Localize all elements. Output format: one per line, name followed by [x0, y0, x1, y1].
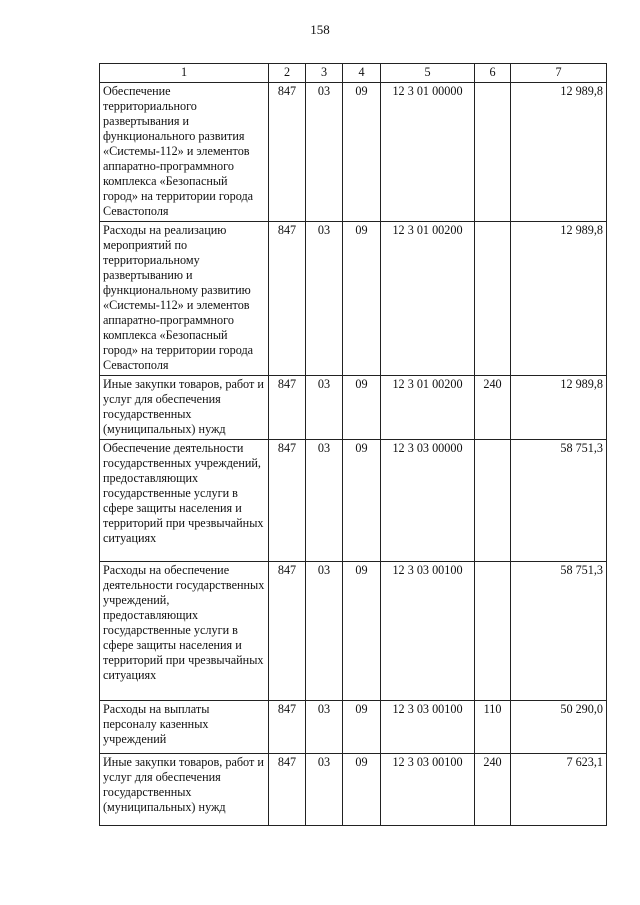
subsection-code-cell: 09 [343, 562, 381, 701]
table-row [100, 83, 607, 222]
row-name-cell: Расходы на обеспечение деятельности государственных учреждений, предоставляющих государственные услуги в сфере защиты населения и территорий при чрезвычайных ситуациях [100, 562, 269, 701]
subsection-code-cell: 09 [343, 754, 381, 826]
amount-cell: 58 751,3 [511, 440, 607, 562]
expense-type-cell [475, 440, 511, 562]
header-cell-1: 1 [100, 64, 269, 83]
subsection-code-cell: 09 [343, 376, 381, 440]
section-code-cell: 03 [306, 83, 343, 222]
ministry-code-cell: 847 [269, 222, 306, 376]
amount-cell: 12 989,8 [511, 222, 607, 376]
target-article-cell: 12 3 03 00100 [381, 754, 475, 826]
ministry-code-cell: 847 [269, 562, 306, 701]
amount-cell: 50 290,0 [511, 701, 607, 754]
table-row [100, 701, 607, 754]
expense-type-cell: 240 [475, 376, 511, 440]
table-row [100, 440, 607, 562]
header-cell-2: 2 [269, 64, 306, 83]
header-cell-3: 3 [306, 64, 343, 83]
subsection-code-cell: 09 [343, 701, 381, 754]
expense-type-cell [475, 222, 511, 376]
subsection-code-cell: 09 [343, 440, 381, 562]
expense-type-cell: 240 [475, 754, 511, 826]
row-name-cell: Расходы на выплаты персоналу казенных учреждений [100, 701, 269, 754]
table-row [100, 376, 607, 440]
header-cell-6: 6 [475, 64, 511, 83]
ministry-code-cell: 847 [269, 701, 306, 754]
table-row [100, 562, 607, 701]
expense-type-cell: 110 [475, 701, 511, 754]
section-code-cell: 03 [306, 440, 343, 562]
expense-type-cell [475, 562, 511, 701]
subsection-code-cell: 09 [343, 222, 381, 376]
section-code-cell: 03 [306, 562, 343, 701]
amount-cell: 12 989,8 [511, 83, 607, 222]
target-article-cell: 12 3 03 00100 [381, 701, 475, 754]
ministry-code-cell: 847 [269, 376, 306, 440]
section-code-cell: 03 [306, 376, 343, 440]
target-article-cell: 12 3 01 00200 [381, 376, 475, 440]
amount-cell: 7 623,1 [511, 754, 607, 826]
page-number: 158 [310, 22, 330, 37]
amount-cell: 58 751,3 [511, 562, 607, 701]
row-name-cell: Расходы на реализацию мероприятий по территориальному развертыванию и функциональному развитию «Системы-112» и элементов аппаратно-программного комплекса «Безопасный город» на территории города Севастополя [100, 222, 269, 376]
header-cell-4: 4 [343, 64, 381, 83]
row-name-cell: Обеспечение деятельности государственных учреждений, предоставляющих государственные услуги в сфере защиты населения и территорий при чрезвычайных ситуациях [100, 440, 269, 562]
row-name-cell: Иные закупки товаров, работ и услуг для обеспечения государственных (муниципальных) нужд [100, 754, 269, 826]
budget-table [99, 63, 607, 826]
table-row [100, 754, 607, 826]
table-header-row [100, 64, 607, 83]
row-name-cell: Иные закупки товаров, работ и услуг для обеспечения государственных (муниципальных) нужд [100, 376, 269, 440]
expense-type-cell [475, 83, 511, 222]
subsection-code-cell: 09 [343, 83, 381, 222]
target-article-cell: 12 3 03 00000 [381, 440, 475, 562]
table-row [100, 222, 607, 376]
section-code-cell: 03 [306, 701, 343, 754]
target-article-cell: 12 3 03 00100 [381, 562, 475, 701]
header-cell-7: 7 [511, 64, 607, 83]
section-code-cell: 03 [306, 754, 343, 826]
row-name-cell: Обеспечение территориального развертывания и функционального развития «Системы-112» и элементов аппаратно-программного комплекса «Безопасный город» на территории города Севастополя [100, 83, 269, 222]
ministry-code-cell: 847 [269, 440, 306, 562]
target-article-cell: 12 3 01 00200 [381, 222, 475, 376]
ministry-code-cell: 847 [269, 754, 306, 826]
ministry-code-cell: 847 [269, 83, 306, 222]
section-code-cell: 03 [306, 222, 343, 376]
header-cell-5: 5 [381, 64, 475, 83]
amount-cell: 12 989,8 [511, 376, 607, 440]
target-article-cell: 12 3 01 00000 [381, 83, 475, 222]
